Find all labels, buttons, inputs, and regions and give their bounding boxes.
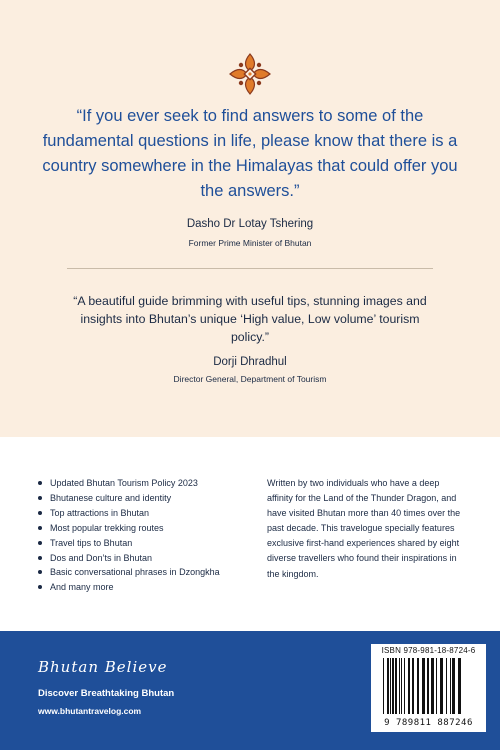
second-quote-author-role: Director General, Department of Tourism [173,374,327,384]
website-link[interactable]: www.bhutantravelog.com [38,706,142,716]
feature-list [36,476,266,595]
list-item: And many more [36,580,266,595]
second-quote-author: Dorji Dhradhul [213,356,287,368]
divider [67,268,433,269]
list-item: Updated Bhutan Tourism Policy 2023 [36,476,266,491]
list-item: Travel tips to Bhutan [36,536,266,551]
barcode-panel [371,644,486,732]
list-item: Basic conversational phrases in Dzongkha [36,565,266,580]
main-quote-author-role: Former Prime Minister of Bhutan [188,238,312,248]
main-quote: “If you ever seek to find answers to some of the fundamental questions in life, please know that there is a country somewhere in the Himalayas that could offer you the answers.” [42,107,458,200]
barcode-number: 9 789811 887246 [384,718,473,728]
ornament-icon [228,52,272,96]
barcode-icon [383,658,481,714]
list-item: Bhutanese culture and identity [36,491,266,506]
second-quote: “A beautiful guide brimming with useful tips, stunning images and insights into Bhutan’s unique ‘High value, Low volume’ tourism policy.” [73,294,427,344]
list-item: Dos and Don’ts in Bhutan [36,551,266,566]
list-item: Most popular trekking routes [36,521,266,536]
main-quote-author: Dasho Dr Lotay Tshering [186,218,314,230]
isbn-label: ISBN 978-981-18-8724-6 [381,646,476,655]
list-item: Top attractions in Bhutan [36,506,266,521]
tagline: Discover Breathtaking Bhutan [38,688,175,699]
book-description: Written by two individuals who have a deep affinity for the Land of the Thunder Dragon, and have visited Bhutan more than 40 times over the past decade. This travelogue specially features exclusive first-hand experiences shared by eight diverse travellers who found their inspirations in the kingdom. [267,478,461,579]
brand-logo: Bhutan Believe [38,658,168,676]
